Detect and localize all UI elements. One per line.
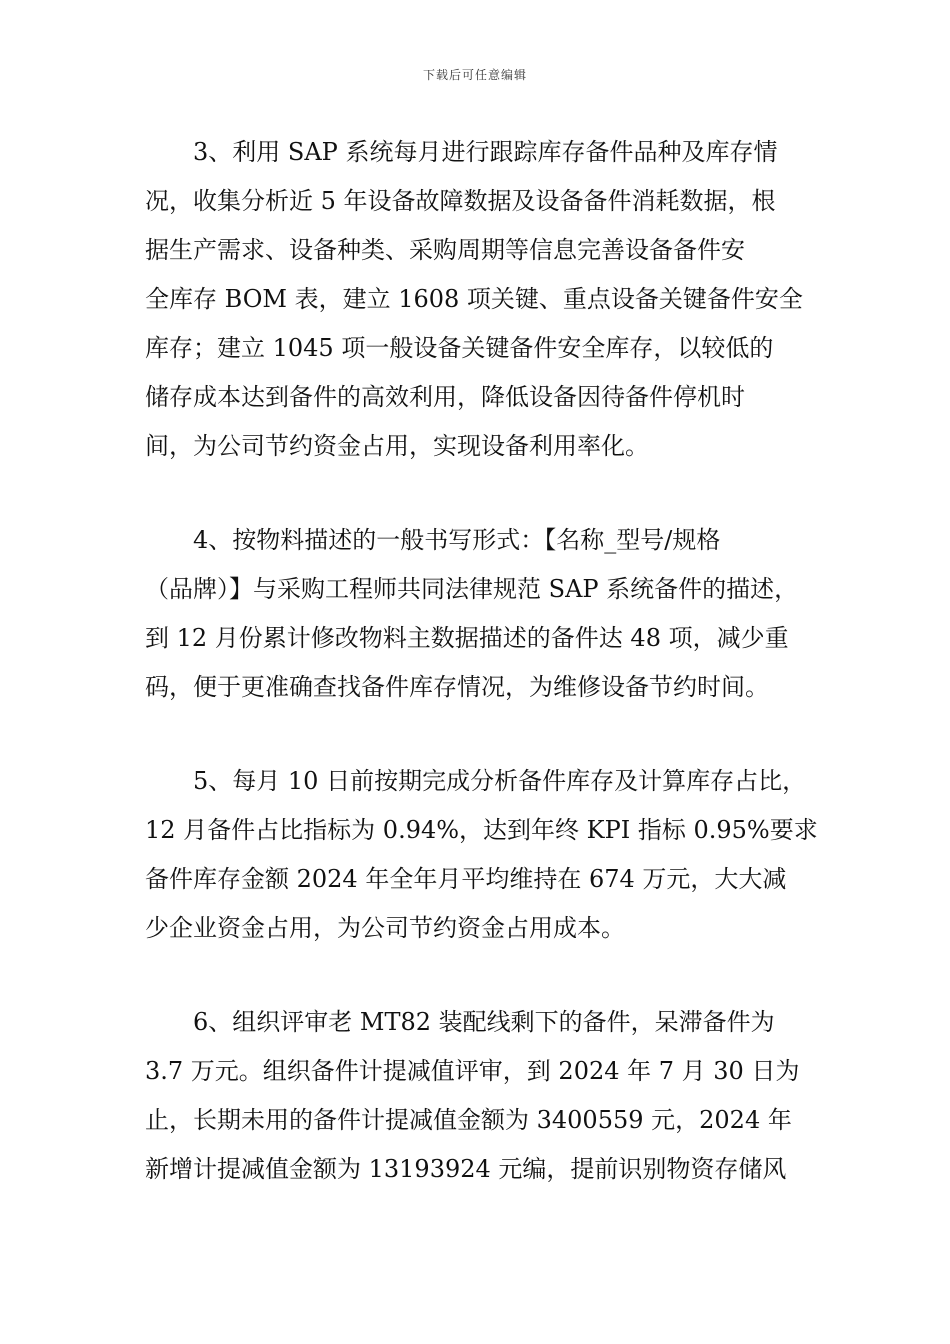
paragraph-line: 3、利用 SAP 系统每月进行跟踪库存备件品种及库存情 xyxy=(193,138,778,166)
paragraph-item-4 xyxy=(145,516,810,712)
page-header: 下载后可任意编辑 xyxy=(422,68,527,82)
paragraph-line: 库存；建立 1045 项一般设备关键备件安全库存，以较低的 xyxy=(145,334,774,362)
paragraph-line: 备件库存金额 2024 年全年月平均维持在 674 万元，大大减 xyxy=(145,865,787,893)
paragraph-line: 况，收集分析近 5 年设备故障数据及设备备件消耗数据，根 xyxy=(145,187,776,215)
paragraph-line: 到 12 月份累计修改物料主数据描述的备件达 48 项，减少重 xyxy=(145,624,789,652)
paragraph-item-5 xyxy=(145,757,818,953)
paragraph-line: 4、按物料描述的一般书写形式：【名称_型号/规格 xyxy=(193,526,721,554)
paragraph-line: 12 月备件占比指标为 0.94%，达到年终 KPI 指标 0.95%要求 xyxy=(145,816,818,844)
document-body xyxy=(145,128,818,1239)
paragraph-item-3 xyxy=(145,128,810,471)
paragraph-line: 5、每月 10 日前按期完成分析备件库存及计算库存占比， xyxy=(193,767,807,795)
paragraph-line: 3.7 万元。组织备件计提减值评审，到 2024 年 7 月 30 日为 xyxy=(145,1057,800,1085)
paragraph-line: 少企业资金占用，为公司节约资金占用成本。 xyxy=(145,914,625,942)
paragraph-line: 码，便于更准确查找备件库存情况，为维修设备节约时间。 xyxy=(145,673,769,701)
paragraph-line: 储存成本达到备件的高效利用，降低设备因待备件停机时 xyxy=(145,383,745,411)
paragraph-item-6 xyxy=(145,998,810,1194)
paragraph-line: 据生产需求、设备种类、采购周期等信息完善设备备件安 xyxy=(145,236,745,264)
paragraph-line: 6、组织评审老 MT82 装配线剩下的备件，呆滞备件为 xyxy=(193,1008,775,1036)
paragraph-line: 止，长期未用的备件计提减值金额为 3400559 元，2024 年 xyxy=(145,1106,792,1134)
paragraph-line: 间，为公司节约资金占用，实现设备利用率化。 xyxy=(145,432,649,460)
paragraph-line: （品牌）】与采购工程师共同法律规范 SAP 系统备件的描述， xyxy=(145,575,799,603)
paragraph-line: 全库存 BOM 表，建立 1608 项关键、重点设备关键备件安全 xyxy=(145,285,803,313)
paragraph-line: 新增计提减值金额为 13193924 元编，提前识别物资存储风 xyxy=(145,1155,787,1183)
